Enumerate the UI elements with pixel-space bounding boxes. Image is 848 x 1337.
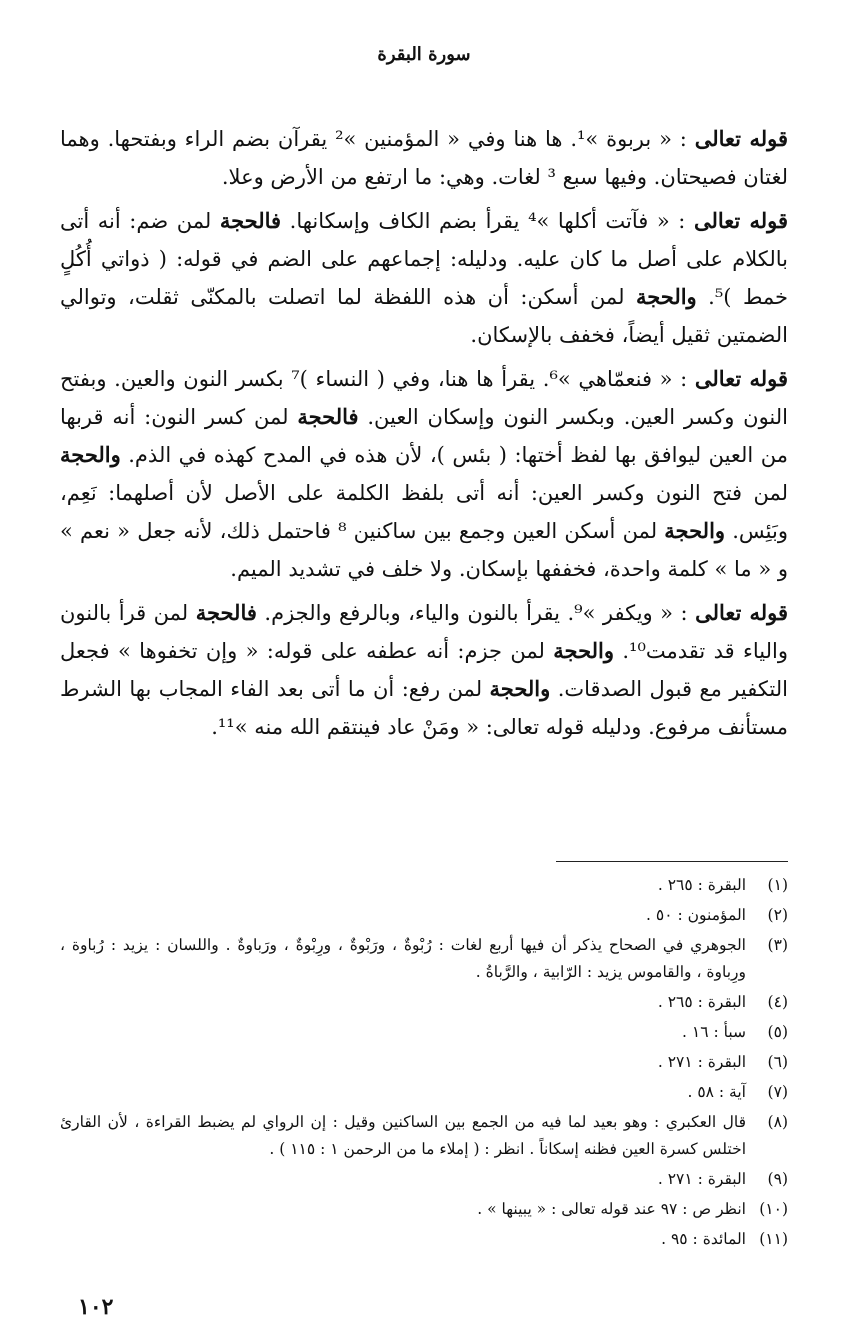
paragraph-text: : « بربوة »¹. ها هنا وفي « المؤمنين »² يقرآن بضم الراء وبفتحها. وهما لغتان فصيحتان. وفيها سبع ³ لغات. وهي: ما ارتفع من الأرض وعلا. xyxy=(60,127,788,189)
paragraph-text: لمن رفع: أن ما أتى بعد الفاء المجاب بها الشرط مستأنف مرفوع. ودليله قوله تعالى: « ومَنْ عاد فينتقم الله منه »¹¹. xyxy=(60,677,788,739)
footnote-text: قال العكبري : وهو بعيد لما فيه من الجمع بين الساكنين وقيل : إن الرواي لم يضبط القراءة ، لأن القارئ اختلس كسرة العين فظنه إسكاناً . انظر : ( إملاء ما من الرحمن ١ : ١١٥ ) . xyxy=(60,1113,746,1158)
argument-keyword: فالحجة xyxy=(219,208,282,233)
footnote-number: (٤) xyxy=(767,993,788,1011)
paragraph-text: لمن قرأ بالنون والياء قد تقدمت¹⁰. xyxy=(60,601,788,663)
page-number: ١٠٢ xyxy=(78,1294,114,1320)
footnote xyxy=(60,989,788,1016)
footnote xyxy=(60,1166,788,1193)
footnote-divider xyxy=(556,861,788,862)
footnote-number: (١٠) xyxy=(759,1200,788,1218)
verse-lead: قوله تعالى xyxy=(694,366,788,391)
paragraph-niimma xyxy=(60,360,788,588)
footnote-number: (٥) xyxy=(767,1023,788,1041)
paragraph-rabwa xyxy=(60,120,788,196)
argument-keyword: والحجة xyxy=(635,284,697,309)
footnote-number: (٨) xyxy=(767,1113,788,1131)
footnote xyxy=(60,932,788,986)
footnote-text: الجوهري في الصحاح يذكر أن فيها أربع لغات : رُبْوةٌ ، ورَبْوةٌ ، ورِبْوةٌ ، ورَباوةٌ . واللسان : يزيد : رُباوة ، ورِباوة ، والقاموس يزيد : الرّابية ، والرَّباةُ . xyxy=(60,936,746,981)
footnote-number: (٣) xyxy=(767,936,788,954)
paragraph-text: لمن جزم: أنه عطفه على قوله: « وإن تخفوها » فجعل التكفير مع قبول الصدقات. xyxy=(60,639,788,701)
footnotes xyxy=(60,872,788,1256)
footnote-number: (٩) xyxy=(767,1170,788,1188)
argument-keyword: والحجة xyxy=(489,676,551,701)
paragraph-text: : « ويكفر »⁹. يقرأ بالنون والياء، وبالرفع والجزم. xyxy=(256,601,696,625)
paragraph-ukulaha xyxy=(60,202,788,354)
footnote xyxy=(60,1196,788,1223)
footnote-text: البقرة : ٢٦٥ . xyxy=(657,993,746,1011)
footnote-number: (١) xyxy=(767,876,788,894)
footnote-number: (١١) xyxy=(759,1230,788,1248)
footnote-text: البقرة : ٢٦٥ . xyxy=(657,876,746,894)
paragraph-text: : « فنعمّاهي »⁶. يقرأ ها هنا، وفي ( النساء )⁷ بكسر النون والعين. وبفتح النون وكسر العين. وبكسر النون وإسكان العين. xyxy=(60,367,789,429)
argument-keyword: والحجة xyxy=(664,518,726,543)
footnote-text: سبأ : ١٦ . xyxy=(682,1023,746,1041)
paragraph-text: لمن أسكن: أن هذه اللفظة لما اتصلت بالمكنّى ثقلت، وتوالي الضمتين ثقيل أيضاً، فخفف بالإسكان. xyxy=(60,285,788,347)
footnote xyxy=(60,872,788,899)
paragraph-text: : « فآتت أكلها »⁴ يقرأ بضم الكاف وإسكانها. xyxy=(281,209,694,233)
footnote-text: البقرة : ٢٧١ . xyxy=(657,1053,746,1071)
footnote-text: آية : ٥٨ . xyxy=(687,1083,746,1101)
footnote xyxy=(60,1079,788,1106)
argument-keyword: والحجة xyxy=(60,442,121,467)
argument-keyword: فالحجة xyxy=(195,600,257,625)
paragraph-text: لمن فتح النون وكسر العين: أنه أتى بلفظ الكلمة على الأصل لأن أصلهما: نَعِم، وبَئِس. xyxy=(60,481,789,543)
paragraph-text: لمن أسكن العين وجمع بين ساكنين ⁸ فاحتمل ذلك، لأنه جعل « نعم » و « ما » كلمة واحدة، فخففها بإسكان. ولا خلف في تشديد الميم. xyxy=(60,519,788,581)
footnote xyxy=(60,1109,788,1163)
paragraph-text: لمن ضم: أنه أتى بالكلام على أصل ما كان عليه. ودليله: إجماعهم على الضم في قوله: ( ذواتي أُكُلٍ خمط )⁵. xyxy=(60,209,788,309)
footnote xyxy=(60,1226,788,1253)
footnote xyxy=(60,1049,788,1076)
footnote xyxy=(60,902,788,929)
verse-lead: قوله تعالى xyxy=(693,208,788,233)
footnote-text: انظر ص : ٩٧ عند قوله تعالى : « يبينها » . xyxy=(477,1200,746,1218)
paragraph-text: لمن كسر النون: أنه قربها من العين ليوافق بها لفظ أختها: ( بئس )، لأن هذه في المدح كهذه في الذم. xyxy=(60,405,788,467)
main-text xyxy=(60,120,788,752)
footnote-number: (٧) xyxy=(767,1083,788,1101)
footnote xyxy=(60,1019,788,1046)
argument-keyword: فالحجة xyxy=(297,404,359,429)
paragraph-yukaffir xyxy=(60,594,788,746)
footnote-text: المائدة : ٩٥ . xyxy=(661,1230,746,1248)
footnote-number: (٦) xyxy=(767,1053,788,1071)
page-header-title: سورة البقرة xyxy=(377,44,471,65)
footnote-text: المؤمنون : ٥٠ . xyxy=(646,906,746,924)
footnote-number: (٢) xyxy=(767,906,788,924)
footnote-text: البقرة : ٢٧١ . xyxy=(657,1170,746,1188)
verse-lead: قوله تعالى xyxy=(694,126,788,151)
verse-lead: قوله تعالى xyxy=(695,600,789,625)
argument-keyword: والحجة xyxy=(553,638,615,663)
